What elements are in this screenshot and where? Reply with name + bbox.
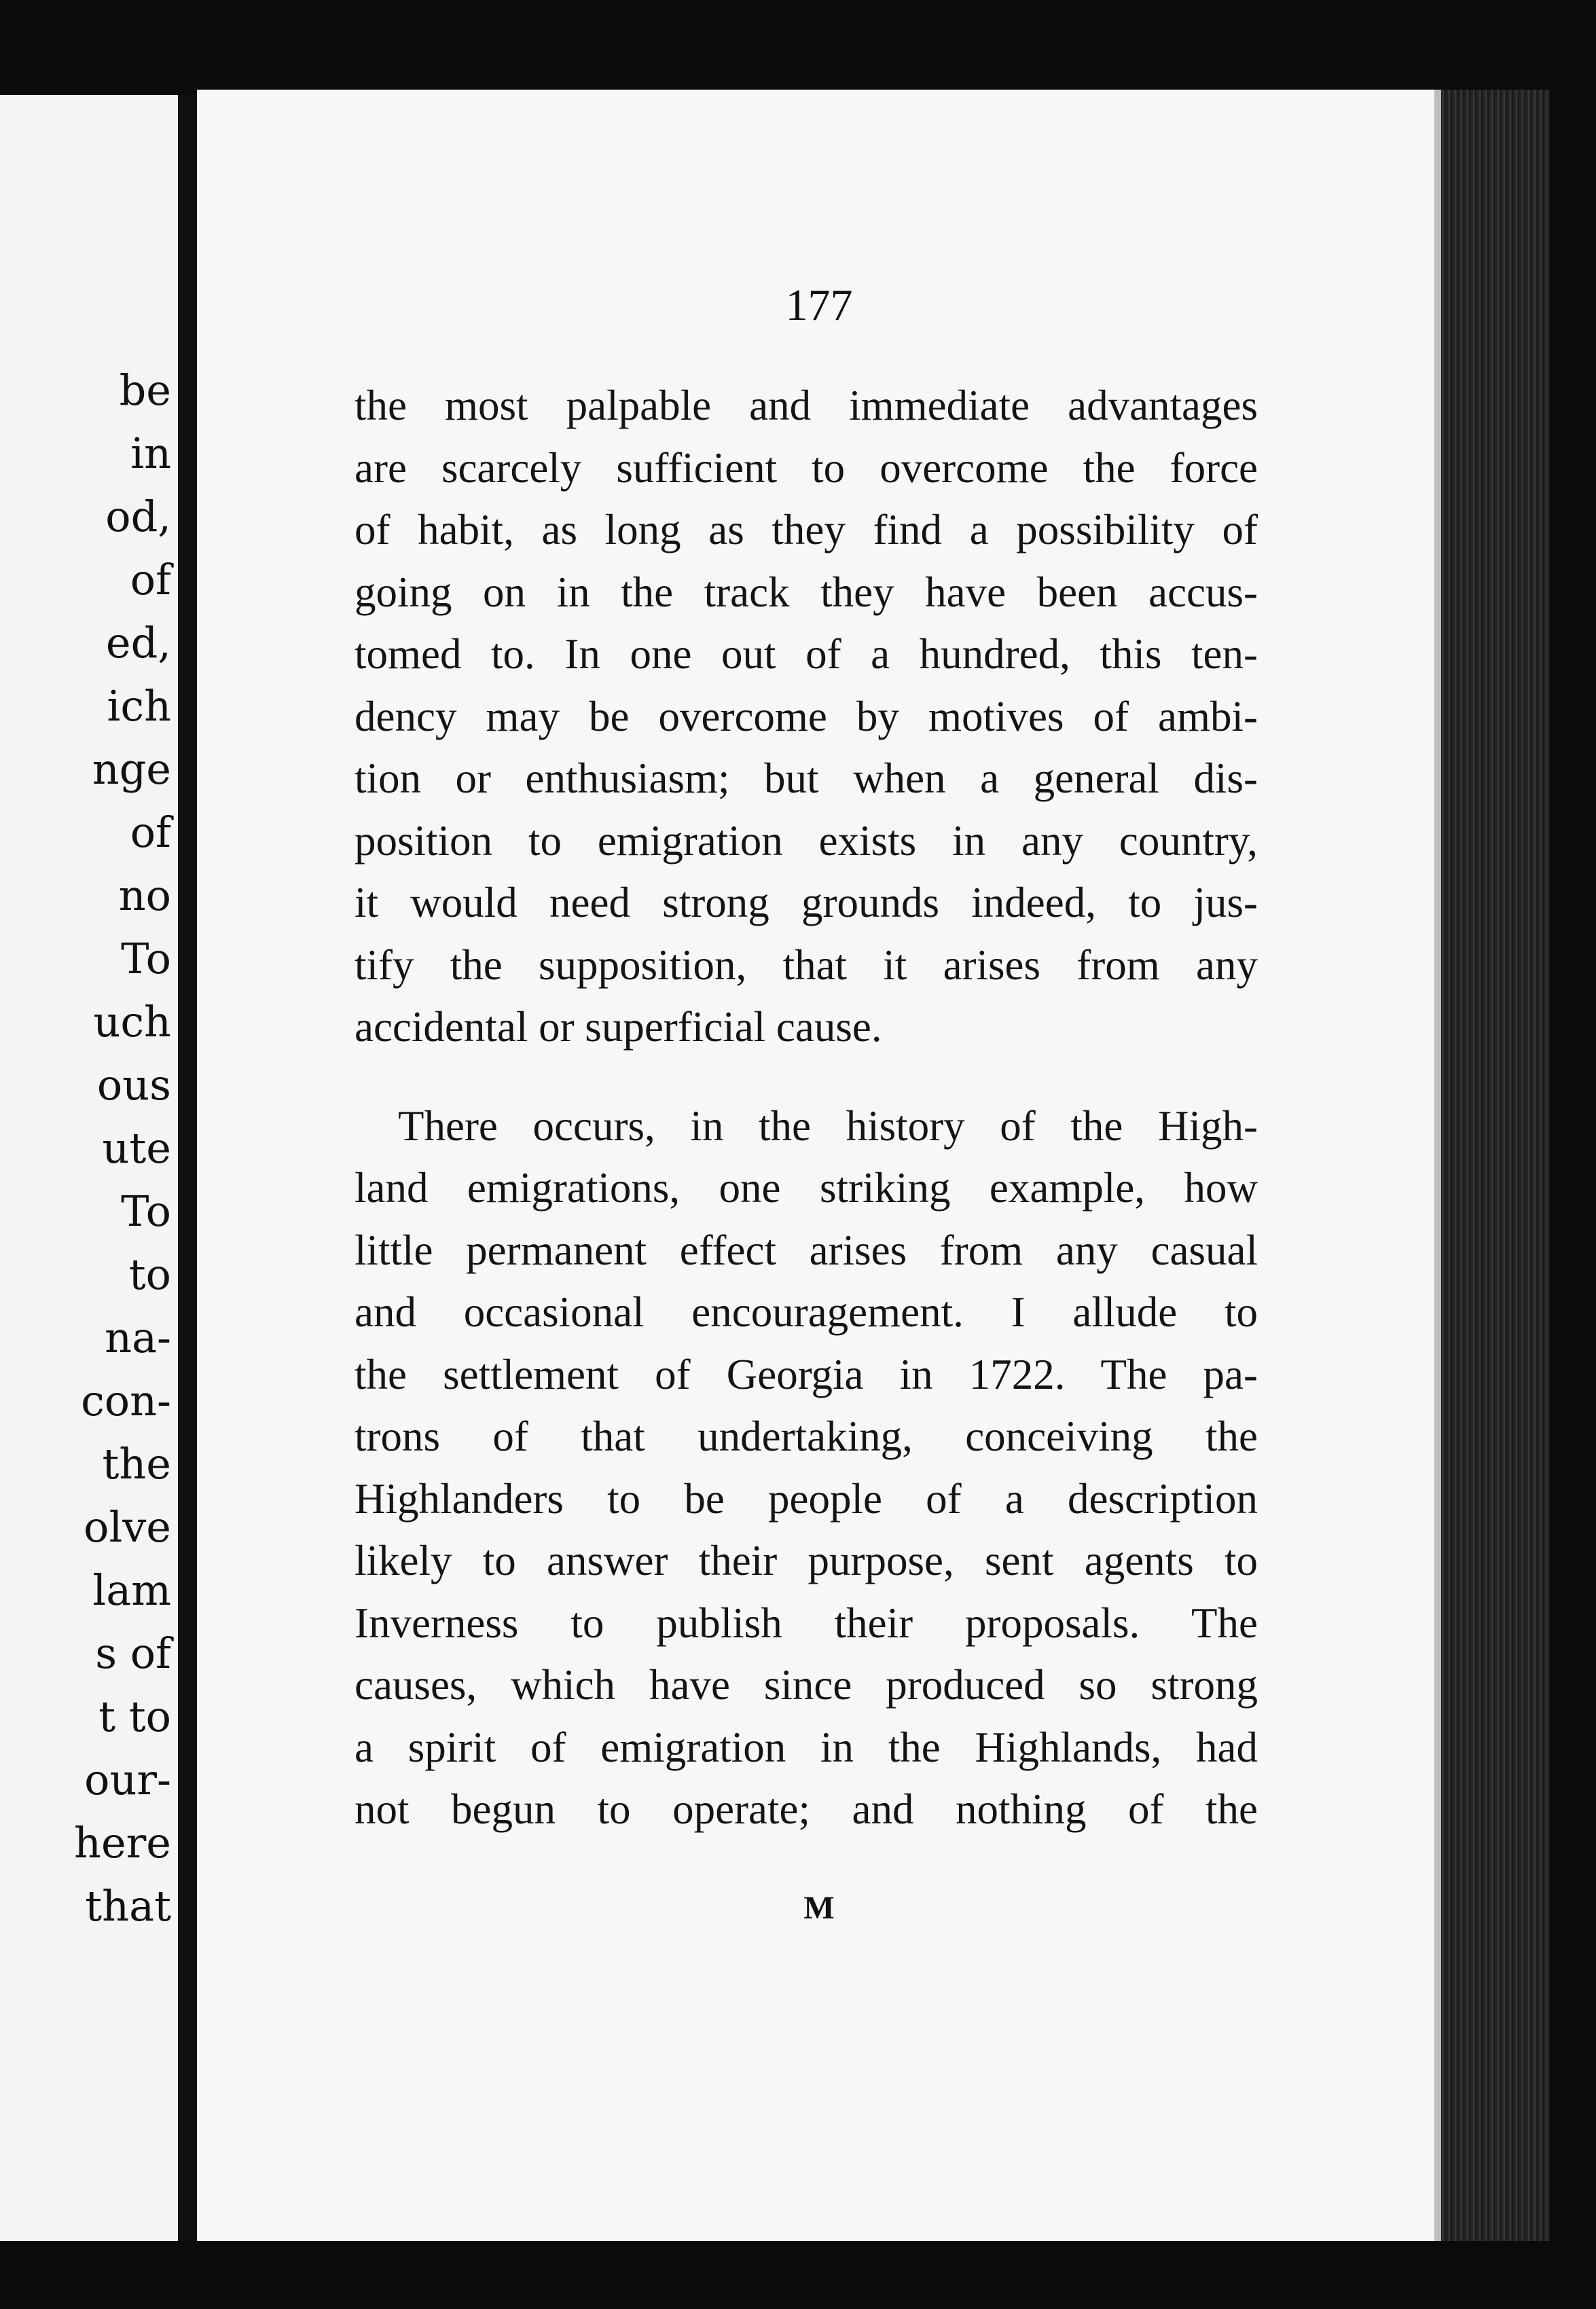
previous-page-line: od, — [105, 492, 171, 541]
previous-page-line: To — [121, 1186, 171, 1236]
text-line: accidental or superficial cause. — [355, 1003, 882, 1051]
paragraph — [355, 1095, 1258, 1841]
previous-page-line: ich — [107, 681, 171, 731]
text-line: the most palpable and immediate advantages — [355, 382, 1258, 429]
previous-page-line: ous — [96, 1060, 171, 1110]
text-line: tify the supposition, that it arises from any — [355, 941, 1258, 989]
text-line: causes, which have since produced so strong — [355, 1661, 1258, 1709]
text-line: tion or enthusiasm; but when a general dis- — [355, 754, 1258, 802]
previous-page-line: To — [121, 934, 171, 983]
previous-page-line: lam — [92, 1565, 171, 1615]
text-line: land emigrations, one striking example, how — [355, 1164, 1258, 1212]
text-line: trons of that undertaking, conceiving the — [355, 1413, 1258, 1460]
previous-page-line: ute — [102, 1123, 171, 1173]
previous-page-line: uch — [93, 997, 171, 1047]
text-line: of habit, as long as they find a possibility of — [355, 506, 1258, 553]
text-line: it would need strong grounds indeed, to jus- — [355, 879, 1258, 926]
page-block-edges — [1441, 90, 1550, 2241]
previous-page-line: t to — [98, 1692, 171, 1741]
previous-page-line: no — [118, 871, 171, 920]
text-line: little permanent effect arises from any casual — [355, 1226, 1258, 1274]
text-line: There occurs, in the history of the High- — [398, 1102, 1258, 1150]
previous-page-line: the — [102, 1439, 171, 1489]
previous-page-line: here — [74, 1818, 171, 1868]
previous-page-line: olve — [84, 1502, 171, 1552]
text-line: are scarcely sufficient to overcome the force — [355, 443, 1258, 492]
text-line: going on in the track they have been accus- — [355, 568, 1258, 616]
previous-page-line: that — [85, 1881, 171, 1931]
previous-page-line: ed, — [105, 618, 171, 668]
text-line: dency may be overcome by motives of ambi- — [355, 692, 1258, 740]
book-gutter — [178, 95, 197, 2241]
previous-page-line: of — [130, 807, 171, 857]
previous-page-line: of — [130, 555, 171, 604]
text-line: a spirit of emigration in the Highlands, had — [355, 1723, 1258, 1771]
text-line: the settlement of Georgia in 1722. The pa- — [355, 1350, 1258, 1398]
text-line: Highlanders to be people of a description — [355, 1474, 1258, 1523]
previous-page-line: to — [128, 1250, 171, 1299]
text-line: and occasional encouragement. I allude to — [355, 1288, 1258, 1336]
book-page — [197, 90, 1441, 2241]
paragraph — [355, 375, 1258, 1059]
previous-page-line: na- — [105, 1313, 171, 1362]
text-line: likely to answer their purpose, sent agents to — [355, 1537, 1258, 1584]
previous-page-line: be — [119, 365, 171, 415]
previous-page-line: con- — [81, 1376, 171, 1425]
previous-page-line: our- — [84, 1755, 171, 1804]
text-line: position to emigration exists in any country, — [355, 816, 1258, 865]
signature-mark: M — [803, 1890, 835, 1926]
page-number: 177 — [785, 280, 853, 330]
previous-page-fragment — [0, 95, 178, 2241]
previous-page-line-endings — [74, 359, 171, 1938]
previous-page-line: s of — [95, 1629, 171, 1678]
text-line: tomed to. In one out of a hundred, this ten- — [355, 630, 1258, 678]
body-text — [355, 375, 1258, 1841]
previous-page-line: in — [130, 429, 171, 478]
text-line: Inverness to publish their proposals. The — [355, 1599, 1258, 1647]
previous-page-line: nge — [92, 744, 171, 794]
text-line: not begun to operate; and nothing of the — [355, 1785, 1258, 1833]
